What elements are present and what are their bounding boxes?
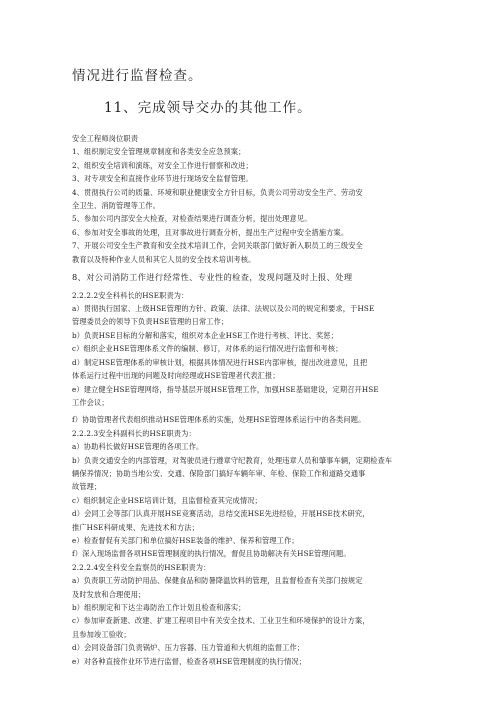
text-line: 且参加竣工验收； <box>72 629 131 639</box>
section-heading: 11、完成领导交办的其他工作。 <box>104 100 312 116</box>
text-line: 体系运行过程中出现的问题及时向经理或HSE管理者代表汇报； <box>72 371 280 381</box>
text-line: e）对各种直接作业环节进行监督，检查各项HSE管理制度的执行情况； <box>72 656 307 666</box>
text-line: 管理委员会的领导下负责HSE管理的日常工作； <box>72 317 229 327</box>
text-line: 辆保养情况；协助当地公安、交通、保险部门搞好车辆年审、年检、保险工作和道路交通事 <box>72 468 366 478</box>
text-line: d）会同设备部门负责锅炉、压力容器、压力管道和大机组的监督工作； <box>72 643 305 653</box>
text-line: b）负责交通安全的内部管理，对驾驶员进行遵章守纪教育，处理违章人员和肇事车辆，定期检查车 <box>72 455 393 465</box>
text-line: 故管理； <box>72 482 102 492</box>
text-line: 2.2.2.2安全科科长的HSE职责为： <box>72 290 189 300</box>
text-line: 2、组织安全培训和演练，对安全工作进行督察和改进； <box>72 160 253 170</box>
text-line: 安全工程师岗位职责 <box>72 134 139 143</box>
text-line: c）组织制定企业HSE培训计划，且监督检查其完成情况； <box>72 495 262 505</box>
text-line: f）深入现场监督各项HSE管理制度的执行情况，督促且协助解决有关HSE管理问题。 <box>72 549 351 559</box>
text-line: b）组织制定和下达尘毒防治工作计划且检查和落实； <box>72 603 246 612</box>
text-line: 及时发放和合理使用； <box>72 589 146 599</box>
text-line: a）贯彻执行国家、上级HSE管理的方针、政策、法律、法规以及公司的规定和要求，于HSE <box>72 304 375 314</box>
text-line: 4、贯彻执行公司的质量、环境和职业健康安全方针目标，负责公司劳动安全生产、劳动安 <box>72 187 363 197</box>
text-line: 1、组织制定安全管理规章制度和各类安全应急预案； <box>72 147 246 157</box>
text-line: 7、开展公司安全生产教育和安全技术培训工作，会同关联部门做好新入职员工的三级安全 <box>72 241 363 251</box>
text-line: 8、对公司消防工作进行经常性、专业性的检查，发现问题及时上报、处理 <box>72 272 353 283</box>
text-line: a）协助科长做好HSE管理的各项工作。 <box>72 442 204 452</box>
text-line: 全卫生、消防管理等工作。 <box>72 201 161 211</box>
text-line: 2.2.2.3安全科副科长的HSE职责为： <box>72 428 196 438</box>
text-line: a）负责职工劳动防护用品、保健食品和防暑降温饮料的管理，且监督检查有关部门按规定 <box>72 576 363 586</box>
text-line: 2.2.2.4安全科安全监察员的HSE职责为： <box>72 562 211 572</box>
text-line: d）会同工会等部门认真开展HSE竞赛活动，总结交流HSE先进经验，开展HSE技术研究， <box>72 509 370 519</box>
text-line: 5、参加公司内部安全大检查，对检查结果进行调查分析，提出处理意见。 <box>72 214 312 224</box>
text-line: 推广HSE科研成果、先进技术和方法； <box>72 522 199 532</box>
text-line: 工作会议； <box>72 397 109 407</box>
body-text <box>72 132 432 668</box>
heading-continuation: 情况进行监督检查。 <box>72 68 203 84</box>
text-line: e）检查督促有关部门和单位搞好HSE装备的维护、保养和管理工作； <box>72 535 299 545</box>
text-line: c）参加审查新建、改建、扩建工程项目中有关安全技术、工业卫生和环境保护的设计方案， <box>72 616 370 626</box>
text-line: c）组织企业HSE管理体系文件的编制、修订，对体系的运行情况进行监督和考核； <box>72 344 343 354</box>
text-line: 3、对专项安全和直接作业环节进行现场安全监督管理。 <box>72 174 253 184</box>
text-line: d）制定HSE管理体系的审核计划，根据具体情况进行HSE内部审核，提出改进意见，且把 <box>72 357 368 367</box>
text-line: f）协助管理者代表组织推动HSE管理体系的实施，处理HSE管理体系运行中的各类问题。 <box>72 415 366 425</box>
text-line: 教育以及特种作业人员和其它人员的安全技术培训考核。 <box>72 254 256 264</box>
text-line: b）负责HSE目标的分解和落实，组织对本企业HSE工作进行考核、评比、奖惩； <box>72 330 338 340</box>
text-line: e）建立健全HSE管理网络，指导基层开展HSE管理工作，加强HSE基础建设，定期召开HSE <box>72 384 379 394</box>
text-line: 6、参加对安全事故的处理，且对事故进行调查分析，提出生产过程中安全措施方案。 <box>72 227 349 237</box>
